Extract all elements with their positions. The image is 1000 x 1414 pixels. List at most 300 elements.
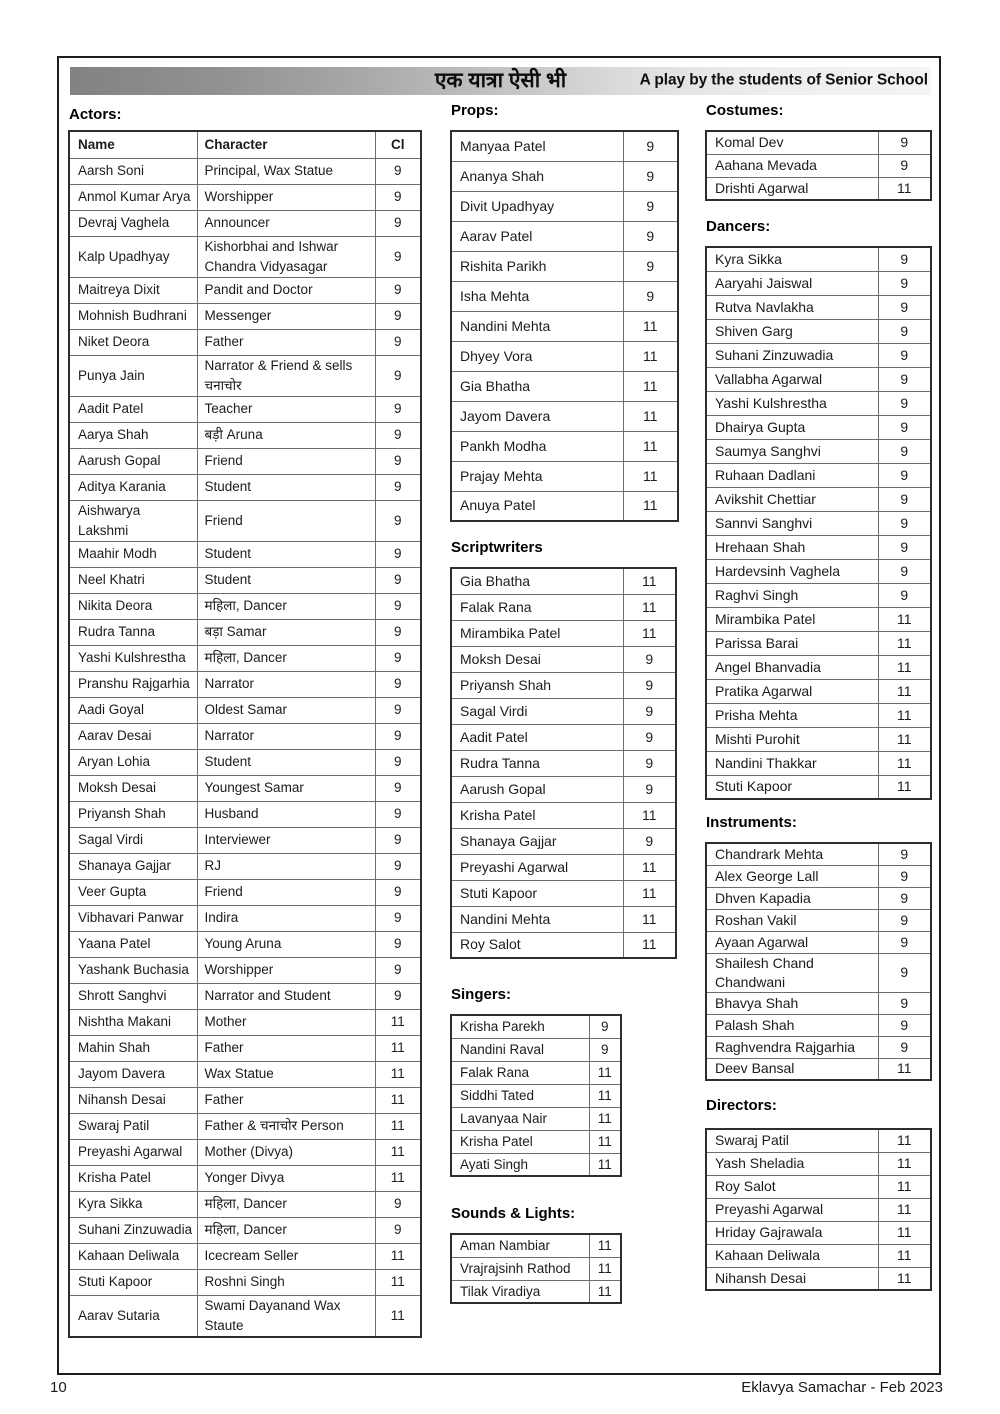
table-cell: Sagal Virdi [69, 827, 197, 853]
table-cell: 9 [375, 1191, 421, 1217]
table-cell: Kahaan Deliwala [706, 1244, 878, 1267]
table-row [69, 1113, 421, 1139]
table-row [69, 1295, 421, 1337]
table-row [451, 776, 676, 802]
table-cell: Principal, Wax Statue [197, 158, 375, 184]
table-row [706, 487, 931, 511]
table-cell: 11 [375, 1269, 421, 1295]
table-cell: 9 [375, 277, 421, 303]
directors-table [705, 1128, 932, 1291]
table-row [451, 854, 676, 880]
table-cell: Neel Khatri [69, 567, 197, 593]
table-row [69, 303, 421, 329]
table-cell: Suhani Zinzuwadia [706, 343, 878, 367]
table-cell: 11 [878, 1058, 931, 1080]
table-cell: Nandini Raval [451, 1038, 589, 1061]
table-cell: 11 [878, 655, 931, 679]
table-cell: Dhven Kapadia [706, 887, 878, 909]
table-cell: Prisha Mehta [706, 703, 878, 727]
table-cell: Suhani Zinzuwadia [69, 1217, 197, 1243]
table-cell: 9 [375, 236, 421, 277]
table-row [706, 703, 931, 727]
table-row [706, 391, 931, 415]
table-cell: 11 [878, 1152, 931, 1175]
table-row [451, 880, 676, 906]
table-cell: Niket Deora [69, 329, 197, 355]
table-cell: Aarav Sutaria [69, 1295, 197, 1337]
table-row [706, 1058, 931, 1080]
table-cell: Stuti Kapoor [706, 775, 878, 799]
table-row [69, 983, 421, 1009]
table-cell: 11 [878, 751, 931, 775]
table-cell: 9 [375, 801, 421, 827]
table-row [451, 221, 678, 251]
table-cell: 11 [589, 1257, 621, 1280]
table-row [706, 1267, 931, 1290]
table-row [69, 448, 421, 474]
table-cell: Interviewer [197, 827, 375, 853]
table-cell: 11 [623, 880, 676, 906]
table-cell: Aarsh Soni [69, 158, 197, 184]
table-cell: 9 [878, 343, 931, 367]
table-cell: Ananya Shah [451, 161, 623, 191]
table-row [706, 887, 931, 909]
table-cell: Indira [197, 905, 375, 931]
table-cell: Stuti Kapoor [451, 880, 623, 906]
table-row [706, 992, 931, 1014]
table-cell: 11 [623, 341, 678, 371]
table-row [706, 655, 931, 679]
table-cell: महिला, Dancer [197, 1217, 375, 1243]
table-cell: 9 [375, 158, 421, 184]
table-cell: Aryan Lohia [69, 749, 197, 775]
table-cell: Raghvi Singh [706, 583, 878, 607]
table-cell: 9 [623, 698, 676, 724]
actors-label: Actors: [69, 106, 122, 123]
sounds-lights-table [450, 1233, 622, 1304]
table-cell: Mother [197, 1009, 375, 1035]
table-cell: 11 [623, 311, 678, 341]
table-cell: 9 [878, 583, 931, 607]
table-cell: Hriday Gajrawala [706, 1221, 878, 1244]
table-cell: 9 [623, 750, 676, 776]
table-cell: Roshan Vakil [706, 909, 878, 931]
table-row [69, 474, 421, 500]
table-cell: 11 [589, 1153, 621, 1176]
table-cell: Kahaan Deliwala [69, 1243, 197, 1269]
table-cell: Narrator and Student [197, 983, 375, 1009]
table-cell: Veer Gupta [69, 879, 197, 905]
table-row [69, 1217, 421, 1243]
table-row [706, 1175, 931, 1198]
table-cell: Rutva Navlakha [706, 295, 878, 319]
table-cell: Aman Nambiar [451, 1234, 589, 1257]
table-cell: Falak Rana [451, 594, 623, 620]
table-cell: 9 [375, 355, 421, 396]
table-cell: Aishwarya Lakshmi [69, 500, 197, 541]
table-row [69, 1269, 421, 1295]
table-cell: Worshipper [197, 957, 375, 983]
table-row [69, 567, 421, 593]
table-cell: Isha Mehta [451, 281, 623, 311]
table-cell: Nandini Thakkar [706, 751, 878, 775]
table-cell: Kyra Sikka [69, 1191, 197, 1217]
table-row [451, 1234, 621, 1257]
table-cell: Manyaa Patel [451, 131, 623, 161]
table-row [69, 723, 421, 749]
table-row [706, 583, 931, 607]
table-row [69, 396, 421, 422]
table-cell: Father [197, 329, 375, 355]
table-cell: Worshipper [197, 184, 375, 210]
table-row [706, 271, 931, 295]
dancers-table [705, 246, 932, 800]
table-row [69, 697, 421, 723]
table-cell: Krisha Parekh [451, 1015, 589, 1038]
table-cell: 9 [375, 303, 421, 329]
play-title-hindi: एक यात्रा ऐसी भी [434, 68, 567, 92]
table-row [69, 277, 421, 303]
table-cell: 11 [623, 906, 676, 932]
table-cell: Pandit and Doctor [197, 277, 375, 303]
table-cell: Aadit Patel [451, 724, 623, 750]
table-cell: 9 [375, 931, 421, 957]
table-cell: Kalp Upadhyay [69, 236, 197, 277]
table-row [451, 341, 678, 371]
table-cell: 11 [623, 431, 678, 461]
table-cell: Hardevsinh Vaghela [706, 559, 878, 583]
table-cell: Falak Rana [451, 1061, 589, 1084]
table-cell: Palash Shah [706, 1014, 878, 1036]
table-cell: Shiven Garg [706, 319, 878, 343]
table-cell: Roy Salot [451, 932, 623, 958]
table-row [69, 1165, 421, 1191]
table-cell: 11 [623, 620, 676, 646]
table-cell: Student [197, 749, 375, 775]
table-cell: 9 [375, 671, 421, 697]
table-cell: 11 [375, 1139, 421, 1165]
table-row [69, 1009, 421, 1035]
table-row [451, 1153, 621, 1176]
table-cell: 9 [878, 295, 931, 319]
table-row [706, 319, 931, 343]
table-row [69, 158, 421, 184]
table-cell: Ruhaan Dadlani [706, 463, 878, 487]
table-cell: 9 [375, 474, 421, 500]
table-cell: Kishorbhai and Ishwar Chandra Vidyasagar [197, 236, 375, 277]
table-cell: Teacher [197, 396, 375, 422]
table-row [69, 905, 421, 931]
table-cell: 9 [375, 697, 421, 723]
table-cell: Moksh Desai [69, 775, 197, 801]
table-cell: Anuya Patel [451, 491, 623, 521]
table-cell: 9 [375, 905, 421, 931]
table-cell: Aditya Karania [69, 474, 197, 500]
table-cell: 9 [878, 909, 931, 931]
table-cell: 11 [589, 1234, 621, 1257]
table-row [451, 802, 676, 828]
table-cell: महिला, Dancer [197, 645, 375, 671]
table-row [706, 439, 931, 463]
table-cell: 11 [375, 1295, 421, 1337]
table-cell: Narrator [197, 723, 375, 749]
table-cell: Aarush Gopal [69, 448, 197, 474]
table-cell: Father & चनाचोर Person [197, 1113, 375, 1139]
table-row [69, 853, 421, 879]
table-cell: Priyansh Shah [451, 672, 623, 698]
table-row [706, 463, 931, 487]
table-row [451, 191, 678, 221]
table-cell: Chandrark Mehta [706, 843, 878, 865]
table-cell: Nihansh Desai [706, 1267, 878, 1290]
table-cell: Friend [197, 448, 375, 474]
scriptwriters-label: Scriptwriters [451, 539, 543, 556]
table-cell: Ayati Singh [451, 1153, 589, 1176]
table-cell: Yashi Kulshrestha [69, 645, 197, 671]
table-cell: Young Aruna [197, 931, 375, 957]
table-cell: 11 [623, 932, 676, 958]
table-cell: 11 [623, 371, 678, 401]
table-cell: Shanaya Gajjar [69, 853, 197, 879]
table-cell: 11 [878, 703, 931, 727]
table-cell: Shanaya Gajjar [451, 828, 623, 854]
table-cell: 9 [878, 439, 931, 463]
table-row [451, 1280, 621, 1303]
table-cell: Krisha Patel [451, 802, 623, 828]
table-cell: Lavanyaa Nair [451, 1107, 589, 1130]
table-cell: महिला, Dancer [197, 1191, 375, 1217]
table-row [451, 401, 678, 431]
table-cell: 11 [375, 1087, 421, 1113]
table-row [451, 461, 678, 491]
table-cell: 9 [375, 567, 421, 593]
costumes-table [705, 130, 932, 201]
table-row [451, 594, 676, 620]
table-cell: Maitreya Dixit [69, 277, 197, 303]
table-cell: Sannvi Sanghvi [706, 511, 878, 535]
table-cell: Gia Bhatha [451, 371, 623, 401]
table-row [706, 607, 931, 631]
table-row [69, 355, 421, 396]
table-cell: Swami Dayanand Wax Staute [197, 1295, 375, 1337]
table-row [69, 500, 421, 541]
table-row [706, 1221, 931, 1244]
column-header: Character [197, 131, 375, 158]
props-table [450, 130, 679, 522]
table-cell: Rudra Tanna [69, 619, 197, 645]
table-row [69, 775, 421, 801]
table-cell: Divit Upadhyay [451, 191, 623, 221]
table-cell: Mirambika Patel [451, 620, 623, 646]
table-cell: 11 [878, 177, 931, 200]
table-row [451, 491, 678, 521]
table-cell: 9 [623, 828, 676, 854]
table-row [451, 828, 676, 854]
table-row [451, 724, 676, 750]
table-cell: 11 [623, 461, 678, 491]
table-cell: Pankh Modha [451, 431, 623, 461]
table-row [69, 1087, 421, 1113]
table-cell: 11 [375, 1243, 421, 1269]
table-cell: Shailesh Chand Chandwani [706, 953, 878, 992]
table-cell: 11 [878, 679, 931, 703]
table-cell: Swaraj Patil [69, 1113, 197, 1139]
table-cell: Roy Salot [706, 1175, 878, 1198]
table-row [451, 568, 676, 594]
table-row [451, 646, 676, 672]
table-cell: 9 [623, 191, 678, 221]
actors-table [68, 130, 422, 1338]
table-row [69, 593, 421, 619]
table-cell: Ayaan Agarwal [706, 931, 878, 953]
table-cell: Student [197, 474, 375, 500]
table-cell: 9 [878, 487, 931, 511]
table-cell: Icecream Seller [197, 1243, 375, 1269]
table-cell: 9 [375, 645, 421, 671]
table-cell: 9 [375, 879, 421, 905]
costumes-label: Costumes: [706, 102, 784, 119]
table-row [706, 953, 931, 992]
table-cell: 11 [623, 854, 676, 880]
table-cell: Prajay Mehta [451, 461, 623, 491]
table-row [69, 749, 421, 775]
table-row [451, 1257, 621, 1280]
table-row [451, 750, 676, 776]
table-cell: Nihansh Desai [69, 1087, 197, 1113]
table-cell: Jayom Davera [69, 1061, 197, 1087]
table-cell: 11 [878, 1198, 931, 1221]
table-row [69, 619, 421, 645]
table-row [69, 1061, 421, 1087]
table-row [706, 631, 931, 655]
table-cell: Bhavya Shah [706, 992, 878, 1014]
table-cell: 9 [878, 865, 931, 887]
table-row [706, 1014, 931, 1036]
table-cell: Vibhavari Panwar [69, 905, 197, 931]
table-cell: 11 [623, 594, 676, 620]
table-cell: 11 [589, 1061, 621, 1084]
table-cell: Parissa Barai [706, 631, 878, 655]
table-cell: 9 [375, 827, 421, 853]
table-cell: 9 [623, 672, 676, 698]
table-cell: 9 [375, 210, 421, 236]
table-cell: Mohnish Budhrani [69, 303, 197, 329]
table-cell: 9 [375, 422, 421, 448]
table-row [69, 801, 421, 827]
table-row [451, 131, 678, 161]
table-cell: 9 [375, 184, 421, 210]
table-cell: 11 [589, 1084, 621, 1107]
table-cell: Yashi Kulshrestha [706, 391, 878, 415]
table-cell: 9 [375, 500, 421, 541]
table-cell: Preyashi Agarwal [451, 854, 623, 880]
table-cell: 9 [878, 931, 931, 953]
table-cell: Aarya Shah [69, 422, 197, 448]
table-cell: Mahin Shah [69, 1035, 197, 1061]
table-row [706, 154, 931, 177]
table-row [69, 1035, 421, 1061]
table-row [451, 906, 676, 932]
table-cell: Announcer [197, 210, 375, 236]
table-cell: Mishti Purohit [706, 727, 878, 751]
table-cell: Vallabha Agarwal [706, 367, 878, 391]
table-cell: 11 [878, 1267, 931, 1290]
table-cell: 11 [878, 1175, 931, 1198]
table-cell: Moksh Desai [451, 646, 623, 672]
table-cell: 9 [375, 593, 421, 619]
table-cell: 11 [878, 1221, 931, 1244]
table-cell: 9 [375, 723, 421, 749]
table-cell: Stuti Kapoor [69, 1269, 197, 1295]
table-cell: 9 [375, 853, 421, 879]
singers-table [450, 1014, 622, 1177]
table-row [706, 727, 931, 751]
table-row [706, 295, 931, 319]
table-cell: 9 [878, 535, 931, 559]
table-cell: 9 [589, 1015, 621, 1038]
table-cell: Nikita Deora [69, 593, 197, 619]
table-row [451, 1038, 621, 1061]
table-row [706, 751, 931, 775]
table-cell: Angel Bhanvadia [706, 655, 878, 679]
table-cell: Saumya Sanghvi [706, 439, 878, 463]
table-cell: Youngest Samar [197, 775, 375, 801]
table-cell: Yash Sheladia [706, 1152, 878, 1175]
table-cell: 11 [878, 1244, 931, 1267]
table-cell: Sagal Virdi [451, 698, 623, 724]
table-cell: Rishita Parikh [451, 251, 623, 281]
table-cell: Husband [197, 801, 375, 827]
table-row [451, 1015, 621, 1038]
table-row [451, 1084, 621, 1107]
table-cell: 11 [878, 775, 931, 799]
table-row [706, 343, 931, 367]
page-footer [50, 1379, 943, 1396]
table-cell: 9 [878, 559, 931, 583]
header-banner [70, 67, 931, 95]
table-cell: Friend [197, 500, 375, 541]
table-cell: Nandini Mehta [451, 311, 623, 341]
table-row [706, 1198, 931, 1221]
table-row [706, 843, 931, 865]
table-cell: 11 [878, 631, 931, 655]
table-cell: RJ [197, 853, 375, 879]
table-cell: Jayom Davera [451, 401, 623, 431]
table-cell: 11 [878, 607, 931, 631]
table-cell: Punya Jain [69, 355, 197, 396]
table-cell: Hrehaan Shah [706, 535, 878, 559]
table-cell: बड़ा Samar [197, 619, 375, 645]
table-cell: Mother (Divya) [197, 1139, 375, 1165]
table-cell: Student [197, 541, 375, 567]
table-cell: 11 [375, 1165, 421, 1191]
table-cell: Preyashi Agarwal [69, 1139, 197, 1165]
table-row [706, 177, 931, 200]
middle-column [450, 102, 679, 1304]
table-cell: Rudra Tanna [451, 750, 623, 776]
table-cell: 9 [623, 724, 676, 750]
table-cell: Roshni Singh [197, 1269, 375, 1295]
table-cell: 9 [623, 776, 676, 802]
table-cell: 9 [623, 281, 678, 311]
table-cell: Nandini Mehta [451, 906, 623, 932]
table-cell: Vrajrajsinh Rathod [451, 1257, 589, 1280]
table-row [706, 367, 931, 391]
table-cell: 9 [375, 957, 421, 983]
table-cell: 9 [589, 1038, 621, 1061]
table-cell: 11 [589, 1130, 621, 1153]
table-cell: 9 [878, 271, 931, 295]
